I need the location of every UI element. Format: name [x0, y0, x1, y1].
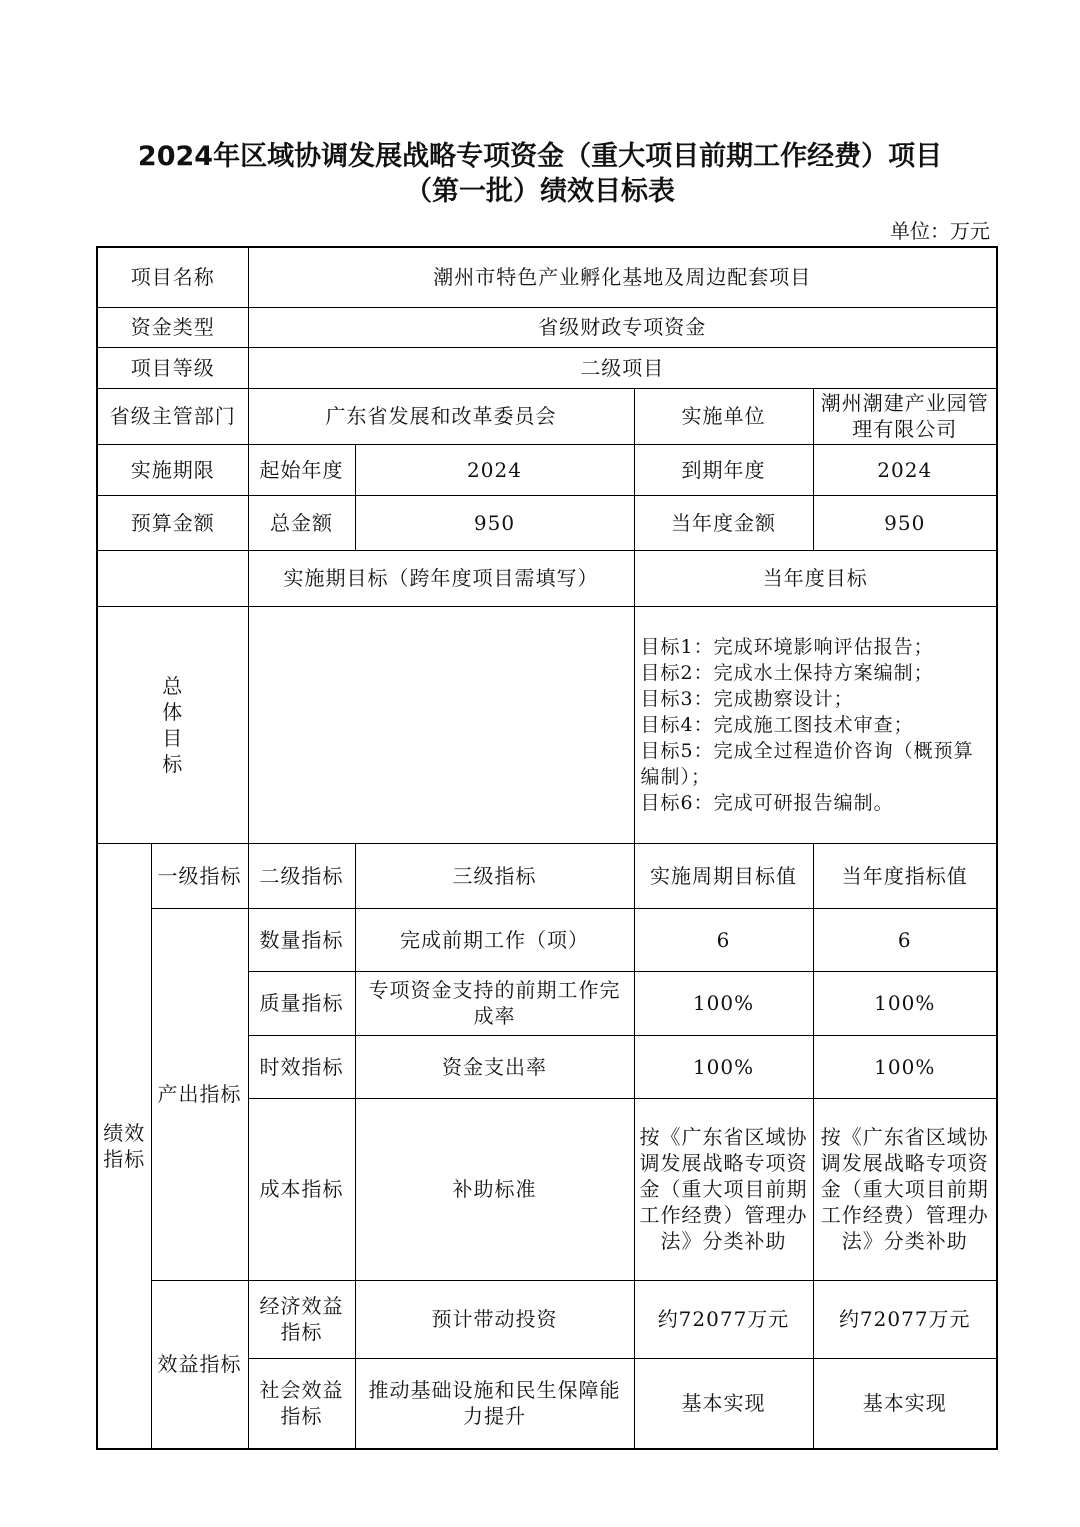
level2-cell: 质量指标	[248, 971, 355, 1035]
period-value-cell: 100%	[634, 971, 813, 1035]
year-value-cell: 100%	[813, 1035, 997, 1098]
performance-indicator-label-text: 绩效指标	[103, 1120, 146, 1171]
period-value-cell: 按《广东省区域协调发展战略专项资金（重大项目前期工作经费）管理办法》分类补助	[634, 1098, 813, 1280]
total-amount-label: 总金额	[248, 495, 355, 550]
end-year-label: 到期年度	[634, 444, 813, 495]
year-value-cell: 基本实现	[813, 1358, 997, 1449]
start-year-value: 2024	[355, 444, 634, 495]
overall-goal-label-text: 总体目标	[162, 673, 184, 776]
level3-cell: 推动基础设施和民生保障能力提升	[355, 1358, 634, 1449]
project-name-label: 项目名称	[97, 247, 248, 307]
document-title-line1: 2024年区域协调发展战略专项资金（重大项目前期工作经费）项目	[137, 141, 943, 172]
performance-indicator-label	[97, 843, 151, 1449]
year-goal-item: 目标4：完成施工图技术审查；	[640, 713, 914, 736]
year-goal-list	[634, 606, 997, 843]
current-amount-value: 950	[813, 495, 997, 550]
level3-cell: 资金支出率	[355, 1035, 634, 1098]
level2-cell: 经济效益指标	[248, 1280, 355, 1358]
header-year-value: 当年度指标值	[813, 843, 997, 908]
header-level3: 三级指标	[355, 843, 634, 908]
year-value-cell: 约72077万元	[813, 1280, 997, 1358]
period-value-cell: 100%	[634, 1035, 813, 1098]
year-goal-item: 目标2：完成水土保持方案编制；	[640, 661, 934, 684]
fund-type-label: 资金类型	[97, 307, 248, 347]
year-value-cell: 6	[813, 908, 997, 971]
period-value-cell: 约72077万元	[634, 1280, 813, 1358]
year-value-cell: 100%	[813, 971, 997, 1035]
year-goal-item: 目标3：完成勘察设计；	[640, 687, 854, 710]
level2-cell: 社会效益指标	[248, 1358, 355, 1449]
level2-cell: 数量指标	[248, 908, 355, 971]
current-amount-label: 当年度金额	[634, 495, 813, 550]
fund-type-value: 省级财政专项资金	[248, 307, 997, 347]
header-period-value: 实施周期目标值	[634, 843, 813, 908]
dept-value: 广东省发展和改革委员会	[248, 388, 634, 444]
project-level-label: 项目等级	[97, 347, 248, 388]
level2-cell: 成本指标	[248, 1098, 355, 1280]
level3-cell: 预计带动投资	[355, 1280, 634, 1358]
year-value-cell: 按《广东省区域协调发展战略专项资金（重大项目前期工作经费）管理办法》分类补助	[813, 1098, 997, 1280]
performance-target-table	[96, 246, 998, 1450]
impl-unit-label: 实施单位	[634, 388, 813, 444]
document-title-line2: （第一批）绩效目标表	[405, 176, 675, 207]
total-amount-value: 950	[355, 495, 634, 550]
period-label: 实施期限	[97, 444, 248, 495]
benefit-indicator-label: 效益指标	[151, 1280, 248, 1449]
project-level-value: 二级项目	[248, 347, 997, 388]
level2-cell: 时效指标	[248, 1035, 355, 1098]
output-indicator-label: 产出指标	[151, 908, 248, 1280]
start-year-label: 起始年度	[248, 444, 355, 495]
end-year-value: 2024	[813, 444, 997, 495]
unit-label: 单位：万元	[890, 219, 990, 243]
budget-label: 预算金额	[97, 495, 248, 550]
period-value-cell: 6	[634, 908, 813, 971]
level3-cell: 补助标准	[355, 1098, 634, 1280]
period-value-cell: 基本实现	[634, 1358, 813, 1449]
overall-goal-label	[97, 606, 248, 843]
impl-unit-value: 潮州潮建产业园管理有限公司	[813, 388, 997, 444]
header-level1: 一级指标	[151, 843, 248, 908]
level3-cell: 专项资金支持的前期工作完成率	[355, 971, 634, 1035]
period-goal-value	[248, 606, 634, 843]
goal-header-blank	[97, 550, 248, 606]
level3-cell: 完成前期工作（项）	[355, 908, 634, 971]
year-goal-header: 当年度目标	[634, 550, 997, 606]
year-goal-item: 目标1：完成环境影响评估报告；	[640, 635, 934, 658]
header-level2: 二级指标	[248, 843, 355, 908]
dept-label: 省级主管部门	[97, 388, 248, 444]
project-name-value: 潮州市特色产业孵化基地及周边配套项目	[248, 247, 997, 307]
year-goal-item: 目标5：完成全过程造价咨询（概预算编制）；	[640, 739, 974, 788]
period-goal-header: 实施期目标（跨年度项目需填写）	[248, 550, 634, 606]
year-goal-item: 目标6：完成可研报告编制。	[640, 791, 894, 814]
